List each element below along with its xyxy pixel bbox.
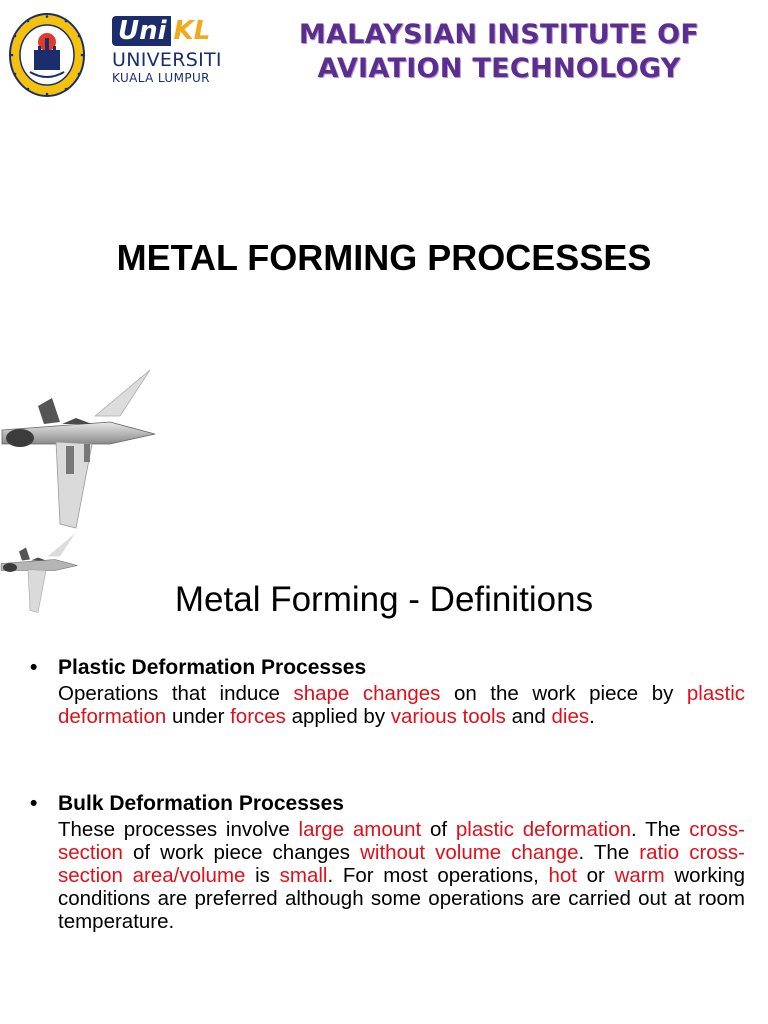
section-subtitle: Metal Forming - Definitions <box>174 580 594 619</box>
logo-universiti-text: UNIVERSITI <box>112 49 222 71</box>
logo-kuala-lumpur-text: KUALA LUMPUR <box>112 71 210 85</box>
bullet-heading <box>30 790 745 818</box>
highlight-text: small <box>279 864 328 887</box>
university-seal-logo <box>8 12 86 98</box>
bullet-heading <box>30 654 745 682</box>
body-text: and <box>505 705 552 728</box>
highlight-text: without volume change <box>360 841 579 864</box>
body-text: working conditions are preferred although some operations are carried out at room temperature. <box>58 864 746 933</box>
body-text: . For most operations, <box>327 864 549 887</box>
logo-uni-text: Uni <box>112 16 171 46</box>
highlight-text: plastic deformation <box>455 818 631 841</box>
highlight-text: warm <box>614 864 665 887</box>
body-text: . <box>589 705 595 728</box>
bullet-bulk-deformation <box>30 790 745 933</box>
unikl-logo <box>112 16 242 92</box>
institute-title <box>254 18 744 86</box>
highlight-text: plastic deformation <box>58 682 745 728</box>
bullet-plastic-deformation <box>30 654 745 728</box>
highlight-text: large amount <box>298 818 422 841</box>
highlight-text: dies <box>551 705 590 728</box>
highlight-text: shape changes <box>293 682 441 705</box>
body-text: is <box>245 864 280 887</box>
fighter-jet-illustration <box>0 368 160 530</box>
logo-kl-text: KL <box>173 16 211 46</box>
page-title: METAL FORMING PROCESSES <box>116 237 652 278</box>
body-text: under <box>166 705 231 728</box>
highlight-text: forces <box>230 705 286 728</box>
body-text: . The <box>578 841 640 864</box>
body-text: applied by <box>285 705 391 728</box>
institute-title-line1: MALAYSIAN INSTITUTE OF <box>298 19 700 50</box>
highlight-text: ratio cross-section area/volume <box>58 841 745 887</box>
bullet-heading-text: Plastic Deformation Processes <box>58 656 367 679</box>
highlight-text: various tools <box>390 705 506 728</box>
highlight-text: hot <box>548 864 577 887</box>
body-text: or <box>576 864 615 887</box>
highlight-text: cross-section <box>58 818 745 864</box>
body-text: These processes involve <box>58 818 299 841</box>
bullet-body <box>58 682 745 728</box>
institute-title-line2: AVIATION TECHNOLOGY <box>317 53 681 84</box>
bullet-heading-text: Bulk Deformation Processes <box>58 792 344 815</box>
body-text: . The <box>631 818 690 841</box>
body-text: of <box>421 818 456 841</box>
bullet-dot: • <box>30 656 38 679</box>
body-text: of work piece changes <box>122 841 361 864</box>
body-text: on the work piece by <box>440 682 687 705</box>
bullet-body <box>58 818 745 933</box>
bullet-dot: • <box>30 792 38 815</box>
body-text: Operations that induce <box>58 682 294 705</box>
